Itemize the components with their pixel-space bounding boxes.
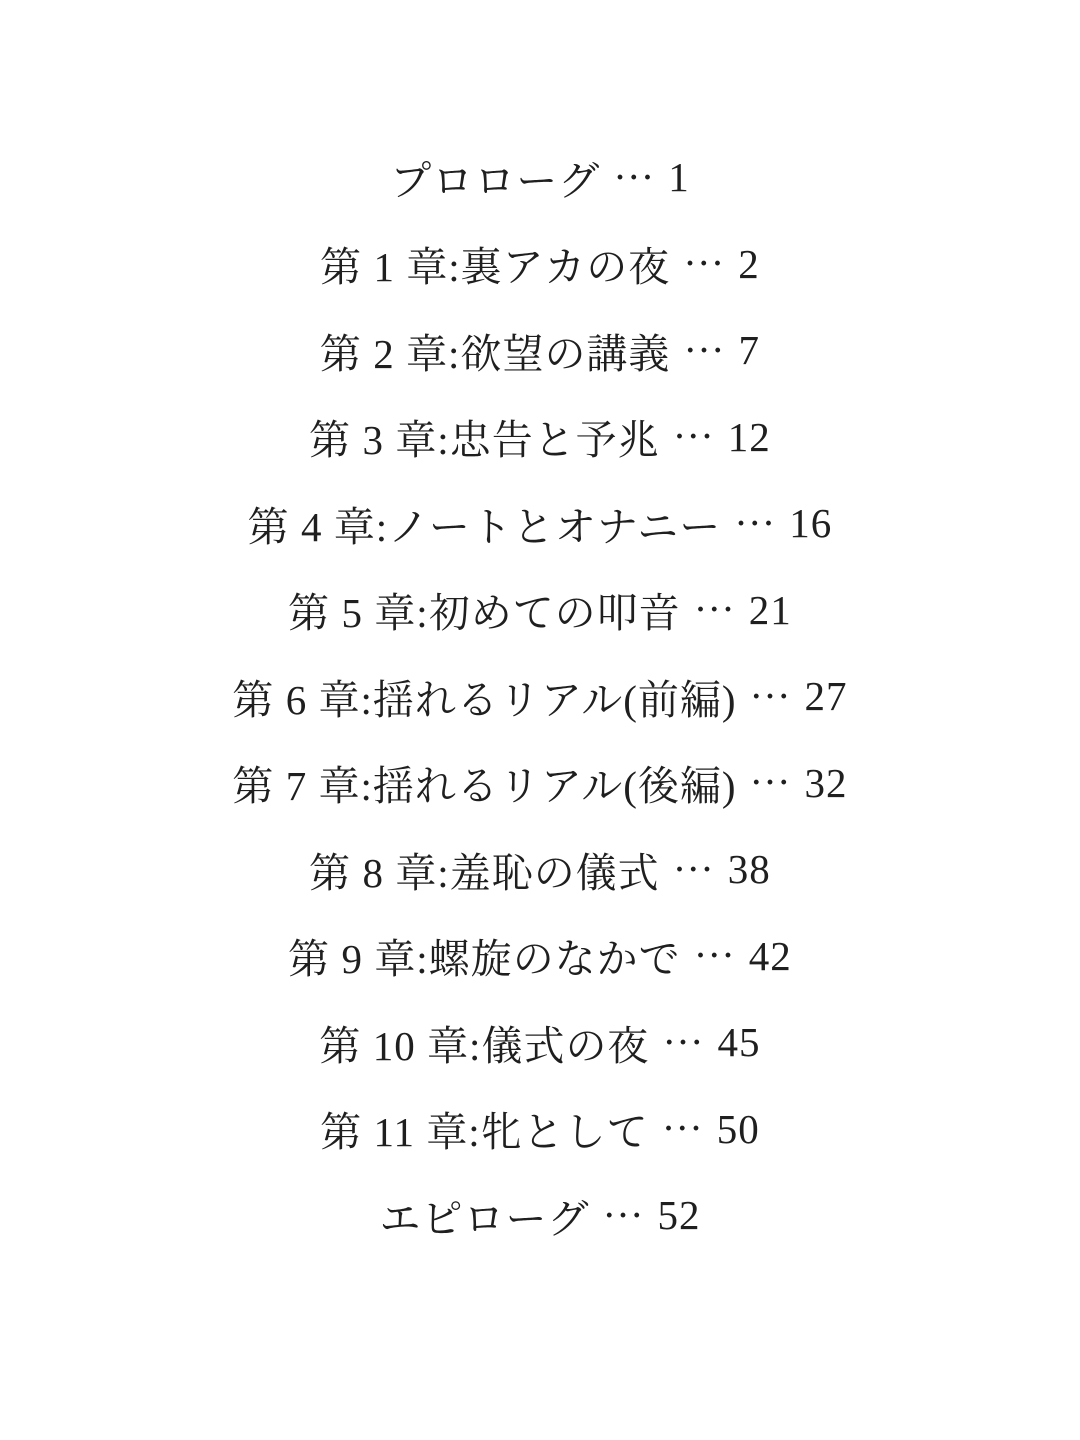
toc-entry bbox=[0, 913, 1080, 1000]
toc-entry bbox=[0, 1086, 1080, 1173]
toc-entry-label: エピローグ bbox=[379, 1195, 590, 1242]
toc-page-number: 27 bbox=[804, 673, 848, 720]
toc-entry-label: 第 6 章:揺れるリアル(前編) bbox=[232, 676, 737, 723]
toc-separator: … bbox=[749, 747, 792, 794]
toc-entry bbox=[0, 740, 1080, 827]
toc-entry-label: 第 4 章:ノートとオナニー bbox=[247, 503, 722, 550]
toc-separator: … bbox=[749, 660, 792, 707]
toc-page-number: 12 bbox=[727, 413, 771, 460]
toc-page-number: 38 bbox=[727, 846, 771, 893]
toc-entry-label: 第 11 章:牝として bbox=[320, 1109, 649, 1156]
toc-entry bbox=[0, 394, 1080, 481]
toc-separator: … bbox=[683, 314, 726, 361]
toc-page-number: 42 bbox=[748, 932, 792, 979]
toc-entry bbox=[0, 480, 1080, 567]
toc-entry-label: 第 1 章:裏アカの夜 bbox=[320, 244, 671, 291]
toc-page-number: 32 bbox=[804, 759, 848, 806]
toc-entry bbox=[0, 221, 1080, 308]
toc-page-number: 2 bbox=[738, 240, 760, 287]
toc-list bbox=[0, 134, 1080, 1259]
toc-separator: … bbox=[693, 920, 736, 967]
toc-entry bbox=[0, 134, 1080, 221]
toc-entry-label: 第 5 章:初めての叩音 bbox=[288, 590, 681, 637]
toc-entry-label: 第 7 章:揺れるリアル(後編) bbox=[232, 763, 737, 810]
toc-separator: … bbox=[661, 1093, 704, 1140]
toc-entry bbox=[0, 1172, 1080, 1259]
toc-entry-label: 第 3 章:忠告と予兆 bbox=[309, 417, 660, 464]
toc-entry bbox=[0, 826, 1080, 913]
toc-page-number: 7 bbox=[738, 327, 760, 374]
toc-entry-label: 第 8 章:羞恥の儀式 bbox=[309, 849, 660, 896]
toc-separator: … bbox=[602, 1179, 645, 1226]
toc-entry bbox=[0, 999, 1080, 1086]
toc-entry-label: 第 10 章:儀式の夜 bbox=[319, 1022, 650, 1069]
toc-entry bbox=[0, 567, 1080, 654]
toc-separator: … bbox=[683, 228, 726, 275]
toc-separator: … bbox=[662, 1006, 705, 1053]
toc-separator: … bbox=[672, 401, 715, 448]
toc-page-number: 1 bbox=[668, 154, 690, 201]
toc-separator: … bbox=[693, 574, 736, 621]
toc-entry-label: 第 9 章:螺旋のなかで bbox=[288, 936, 681, 983]
toc-page-number: 16 bbox=[789, 500, 833, 547]
toc-page-number: 21 bbox=[748, 586, 792, 633]
toc-separator: … bbox=[734, 487, 777, 534]
toc-page-number: 45 bbox=[717, 1019, 761, 1066]
toc-entry-label: プロローグ bbox=[390, 157, 601, 204]
toc-entry bbox=[0, 653, 1080, 740]
toc-entry bbox=[0, 307, 1080, 394]
toc-entry-label: 第 2 章:欲望の講義 bbox=[320, 330, 671, 377]
toc-separator: … bbox=[613, 141, 656, 188]
toc-separator: … bbox=[672, 833, 715, 880]
toc-page-number: 50 bbox=[716, 1105, 760, 1152]
toc-page-number: 52 bbox=[657, 1192, 701, 1239]
